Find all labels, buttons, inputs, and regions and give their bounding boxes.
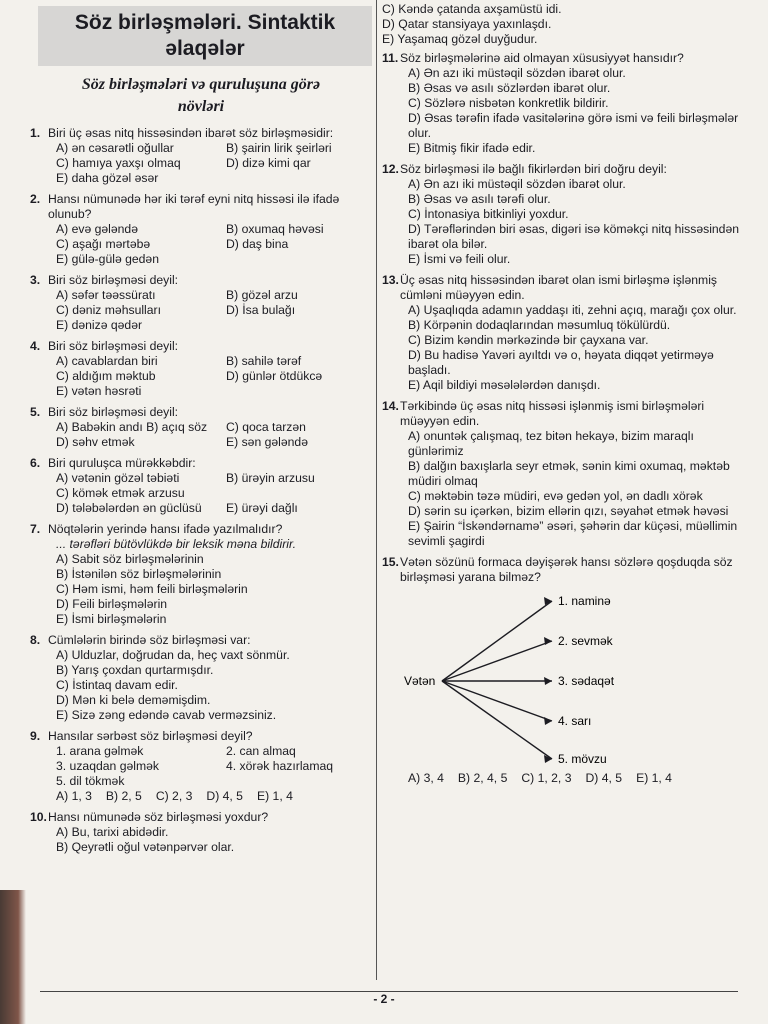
option: B) sahilə tərəf: [226, 354, 302, 368]
option: E) daha gözəl əsər: [56, 171, 159, 185]
option: B) Yarış çoxdan qurtarmışdır.: [56, 663, 214, 677]
option: 2. can almaq: [226, 744, 296, 758]
option-row: [56, 354, 372, 369]
answer-choice: D) 4, 5: [585, 771, 623, 785]
options: [56, 648, 372, 723]
question-stem: [382, 162, 752, 177]
question-number: 4.: [30, 339, 41, 353]
question-stem: [30, 456, 372, 471]
option: C) Həm ismi, həm feili birləşmələrin: [56, 582, 248, 596]
option: A) Babəkin andı B) açıq söz: [56, 420, 208, 434]
options: [408, 66, 752, 156]
question-number: 15.: [382, 555, 399, 569]
option-row: [56, 471, 372, 486]
question: [30, 456, 372, 516]
page-title-line1: Söz birləşmələri. Sintaktik: [74, 11, 336, 34]
option: A) ən cəsarətli oğullar: [56, 141, 174, 155]
option: B) Qeyrətli oğul vətənpərvər olar.: [56, 840, 235, 854]
question-stem: [382, 555, 752, 585]
option: D) səhv etmək: [56, 435, 135, 449]
option: D) Tərəflərindən biri əsas, digəri isə köməkçi nitq hissəsindən ibarət ola bilər.: [408, 222, 740, 251]
question: [30, 273, 372, 333]
option-row: [56, 222, 372, 237]
option: C) İntonasiya bitkinliyi yoxdur.: [408, 207, 569, 221]
question-number: 6.: [30, 456, 41, 470]
options: [56, 141, 372, 186]
question-stem: [30, 522, 372, 537]
option: C) İstintaq davam edir.: [56, 678, 178, 692]
arrow-head: [544, 717, 552, 725]
question-stem: [30, 192, 372, 222]
question-text: Biri söz birləşməsi deyil:: [48, 273, 179, 287]
question: [30, 729, 372, 804]
option: C) kömək etmək arzusu: [56, 486, 185, 500]
option: D) Bu hadisə Yavəri ayıltdı və o, həyata diqqət yetirməyə başladı.: [408, 348, 714, 377]
options: [56, 288, 372, 333]
options: [408, 177, 752, 267]
section-subtitle: [30, 74, 372, 118]
option: E) ürəyi dağlı: [226, 501, 298, 515]
option: D) tələbələrdən ən güclüsü: [56, 501, 202, 515]
title-box: [38, 6, 372, 66]
diagram-arrow: [442, 681, 552, 759]
option: C) hamıya yaxşı olmaq: [56, 156, 181, 170]
option: C) aldığım məktub: [56, 369, 156, 383]
diagram-svg: [402, 591, 742, 771]
options: [56, 471, 372, 516]
option-row: [56, 141, 372, 156]
q10-continued-options: [382, 2, 752, 47]
question: [30, 126, 372, 186]
page-number: - 2 -: [373, 992, 395, 1006]
option-row: [56, 237, 372, 252]
question-stem: [382, 399, 752, 429]
option: E) dənizə qədər: [56, 318, 143, 332]
answer-choice: B) 2, 5: [105, 789, 142, 803]
option: B) Əsas və asılı tərəfi olur.: [408, 192, 551, 206]
question-number: 5.: [30, 405, 41, 419]
question: [30, 810, 372, 855]
option: D) daş bina: [226, 237, 289, 251]
question: [30, 192, 372, 267]
options: [56, 354, 372, 399]
option: B) şairin lirik şeirləri: [226, 141, 332, 155]
option: D) Əsas tərəfin ifadə vasitələrinə görə ismi və feili birləşmələr olur.: [408, 111, 739, 140]
column-divider: [376, 0, 377, 980]
option-row: [56, 252, 372, 267]
option: A) Uşaqlıqda adamın yaddaşı iti, zehni açıq, marağı çox olur.: [408, 303, 737, 317]
option: E) sən gələndə: [226, 435, 308, 449]
question-text: Cümlələrin birində söz birləşməsi var:: [48, 633, 251, 647]
question-stem: [30, 273, 372, 288]
question-text: Hansılar sərbəst söz birləşməsi deyil?: [48, 729, 253, 743]
vetan-diagram: [402, 591, 752, 771]
option: D) İsa bulağı: [226, 303, 296, 317]
option: D) günlər ötdükcə: [226, 369, 323, 383]
question-text: Biri söz birləşməsi deyil:: [48, 339, 179, 353]
page-title-line2: əlaqələr: [165, 37, 245, 60]
question: [30, 522, 372, 627]
option: E) vətən həsrəti: [56, 384, 142, 398]
option: A) Sabit söz birləşmələrinin: [56, 552, 204, 566]
question-number: 7.: [30, 522, 41, 536]
question-stem: [30, 633, 372, 648]
option: A) Bu, tarixi abidədir.: [56, 825, 169, 839]
question-number: 3.: [30, 273, 41, 287]
question-number: 1.: [30, 126, 41, 140]
option: E) Yaşamaq gözəl duyğudur.: [382, 32, 538, 46]
option: B) İstənilən söz birləşmələrinin: [56, 567, 222, 581]
question: [382, 399, 752, 549]
option: E) İsmi birləşmələrin: [56, 612, 167, 626]
option-row: [56, 303, 372, 318]
answer-choice: E) 1, 4: [636, 771, 672, 785]
question-number: 11.: [382, 51, 399, 65]
question-number: 8.: [30, 633, 41, 647]
right-column: [382, 0, 752, 984]
subtitle-line2: növləri: [177, 98, 225, 115]
option: B) gözəl arzu: [226, 288, 298, 302]
option-row: [56, 774, 372, 789]
options: [56, 552, 372, 627]
diagram-root: Vətən: [404, 674, 436, 688]
option: A) Ən azı iki müstəqil sözdən ibarət olur.: [408, 66, 626, 80]
option: 5. dil tökmək: [56, 774, 125, 788]
question-stem: [30, 729, 372, 744]
option: A) Ulduzlar, doğrudan da, heç vaxt sönmür.: [56, 648, 290, 662]
option: E) İsmi və feili olur.: [408, 252, 511, 266]
options: [408, 429, 752, 549]
right-questions: [382, 51, 752, 585]
question: [382, 51, 752, 156]
option: A) onuntək çalışmaq, tez bitən hekayə, bizim maraqlı günlərimiz: [408, 429, 694, 458]
question-stem: [382, 51, 752, 66]
diagram-leaf: 2. sevmək: [558, 634, 613, 648]
option-row: [56, 486, 372, 501]
option: E) Sizə zəng edəndə cavab verməzsiniz.: [56, 708, 277, 722]
option: 1. arana gəlmək: [56, 744, 144, 758]
question: [30, 633, 372, 723]
arrow-head: [544, 637, 552, 645]
diagram-leaf: 3. sədaqət: [558, 674, 615, 688]
question: [382, 273, 752, 393]
question: [382, 555, 752, 585]
option: E) gülə-gülə gedən: [56, 252, 159, 266]
question-stem: [30, 126, 372, 141]
diagram-arrow: [442, 681, 552, 721]
option-row: [56, 744, 372, 759]
question-extra: ... tərəfləri bütövlükdə bir leksik məna bildirir.: [56, 537, 297, 551]
option-row: [56, 171, 372, 186]
option: C) Kəndə çatanda axşamüstü idi.: [382, 2, 562, 16]
option-row: [56, 759, 372, 774]
answer-choice: C) 1, 2, 3: [521, 771, 572, 785]
option-row: [56, 501, 372, 516]
option: A) səfər təəssüratı: [56, 288, 156, 302]
option-row: [56, 420, 372, 435]
answer-choices: [56, 789, 372, 804]
option: D) Qatar stansiyaya yaxınlaşdı.: [382, 17, 552, 31]
question: [382, 162, 752, 267]
option: E) Bitmiş fikir ifadə edir.: [408, 141, 536, 155]
question-text: Hansı nümunədə hər iki tərəf eyni nitq hissəsi ilə ifadə olunub?: [48, 192, 340, 221]
option: B) ürəyin arzusu: [226, 471, 315, 485]
options: [56, 420, 372, 450]
question: [30, 339, 372, 399]
option-row: [56, 435, 372, 450]
option: A) cavablardan biri: [56, 354, 158, 368]
answer-choice: A) 1, 3: [56, 789, 92, 803]
left-questions: [30, 126, 372, 855]
question-text: Biri üç əsas nitq hissəsindən ibarət söz birləşməsidir:: [48, 126, 334, 140]
question-text: Üç əsas nitq hissəsindən ibarət olan ismi birləşmə işlənmiş cümləni müəyyən edin.: [400, 273, 718, 302]
question-stem: [30, 810, 372, 825]
option-row: [56, 156, 372, 171]
option: D) sərin su içərkən, bizim ellərin qızı, səyahət etmək həvəsi: [408, 504, 729, 518]
option: B) Körpənin dodaqlarından məsumluq tökülürdü.: [408, 318, 671, 332]
option-row: [56, 369, 372, 384]
question-number: 12.: [382, 162, 399, 176]
question-text: Söz birləşmələrinə aid olmayan xüsusiyyət hansıdır?: [400, 51, 684, 65]
question-number: 14.: [382, 399, 399, 413]
option: A) evə gələndə: [56, 222, 138, 236]
question-number: 9.: [30, 729, 41, 743]
diagram-leaf: 5. mövzu: [558, 752, 607, 766]
option-row: [56, 318, 372, 333]
question-text: Biri söz birləşməsi deyil:: [48, 405, 179, 419]
option: B) oxumaq həvəsi: [226, 222, 324, 236]
diagram-leaf: 1. naminə: [558, 594, 611, 608]
answer-choice: A) 3, 4: [408, 771, 444, 785]
option-row: [56, 384, 372, 399]
options: [56, 744, 372, 789]
question-stem: [382, 273, 752, 303]
option: B) Əsas və asılı sözlərdən ibarət olur.: [408, 81, 611, 95]
option: C) məktəbin təzə müdiri, evə gedən yol, ən dadlı xörək: [408, 489, 703, 503]
subtitle-line1: Söz birləşmələri və quruluşuna görə: [81, 76, 321, 93]
option: C) Bizim kəndin mərkəzində bir çayxana var.: [408, 333, 649, 347]
option: D) dizə kimi qar: [226, 156, 311, 170]
question-stem: [30, 339, 372, 354]
question-number: 13.: [382, 273, 399, 287]
option: D) Feili birləşmələrin: [56, 597, 168, 611]
option: E) Şairin “İskəndərnamə” əsəri, şəhərin dar küçəsi, müəllimin sevimli şagirdi: [408, 519, 738, 548]
question-stem: [30, 405, 372, 420]
diagram-arrow: [442, 641, 552, 681]
q15-answers: [408, 771, 752, 786]
option: E) Aqil bildiyi məsələlərdən danışdı.: [408, 378, 601, 392]
question-number: 10.: [30, 810, 47, 824]
question: [30, 405, 372, 450]
question-text: Söz birləşməsi ilə bağlı fikirlərdən biri doğru deyil:: [400, 162, 667, 176]
question-text: Biri quruluşca mürəkkəbdir:: [48, 456, 196, 470]
answer-choice: D) 4, 5: [206, 789, 243, 803]
diagram-leaf: 4. sarı: [558, 714, 592, 728]
options: [408, 303, 752, 393]
question-text: Nöqtələrin yerində hansı ifadə yazılmalıdır?: [48, 522, 283, 536]
options: [56, 825, 372, 855]
option: B) dalğın baxışlarla seyr etmək, sənin kimi oxumaq, məktəb müdiri olmaq: [408, 459, 730, 488]
option: C) aşağı mərtəbə: [56, 237, 151, 251]
option: C) Sözlərə nisbətən konkretlik bildirir.: [408, 96, 609, 110]
question-text: Vətən sözünü formaca dəyişərək hansı sözlərə qoşduqda söz birləşməsi yarana bilməz?: [400, 555, 733, 584]
left-column: [30, 0, 372, 984]
option: A) Ən azı iki müstəqil sözdən ibarət olur.: [408, 177, 626, 191]
diagram-arrow: [442, 601, 552, 681]
question-text: Tərkibində üç əsas nitq hissəsi işlənmiş ismi birləşmələri müəyyən edin.: [400, 399, 705, 428]
option: 3. uzaqdan gəlmək: [56, 759, 159, 773]
option-row: [56, 288, 372, 303]
option: D) Mən ki belə deməmişdim.: [56, 693, 211, 707]
answer-choice: E) 1, 4: [256, 789, 293, 803]
arrow-head: [544, 677, 552, 685]
option: C) qoca tarzən: [226, 420, 306, 434]
question-text: Hansı nümunədə söz birləşməsi yoxdur?: [48, 810, 269, 824]
option: A) vətənin gözəl təbiəti: [56, 471, 180, 485]
option: 4. xörək hazırlamaq: [226, 759, 334, 773]
answer-choice: C) 2, 3: [155, 789, 193, 803]
question-number: 2.: [30, 192, 41, 206]
answer-choice: B) 2, 4, 5: [457, 771, 508, 785]
option: C) dəniz məhsulları: [56, 303, 161, 317]
options: [56, 222, 372, 267]
